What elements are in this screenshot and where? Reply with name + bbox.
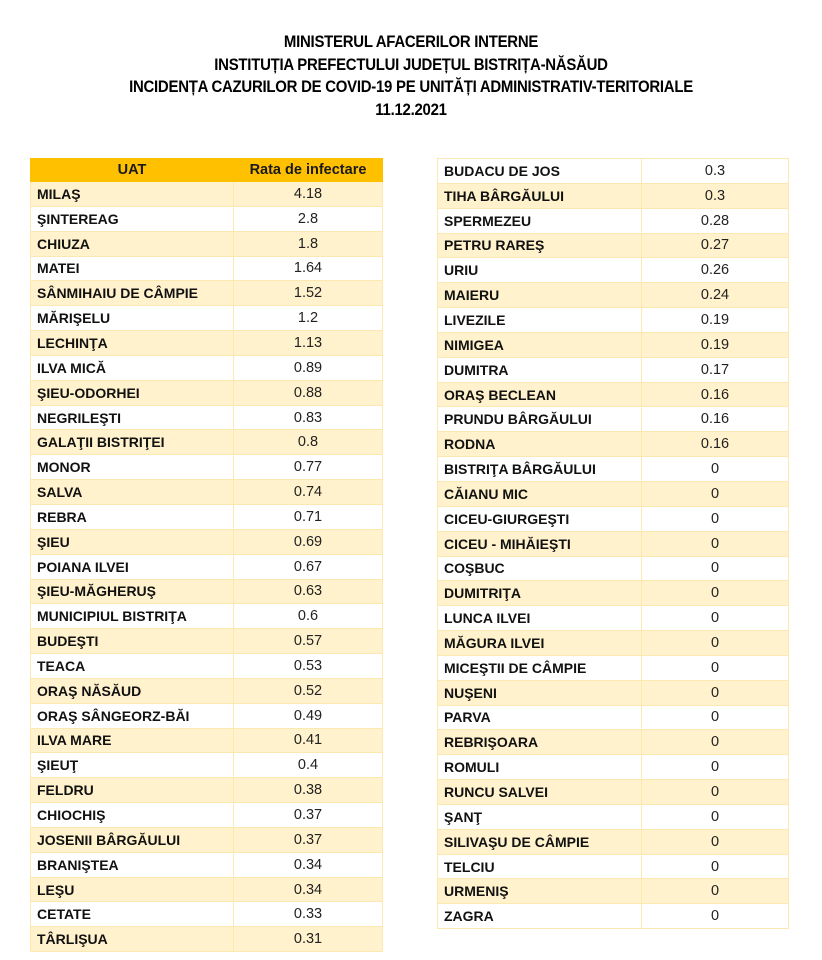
table-row: [31, 604, 383, 629]
infection-rate-cell: 0.16: [642, 407, 789, 432]
infection-rate-cell: 4.18: [234, 182, 383, 207]
table-row: [438, 755, 789, 780]
table-row: [31, 529, 383, 554]
infection-rate-cell: 0.8: [234, 430, 383, 455]
uat-name-cell: LUNCA ILVEI: [438, 606, 642, 631]
uat-name-cell: CICEU-GIURGEŞTI: [438, 506, 642, 531]
uat-name-cell: NEGRILEŞTI: [31, 405, 234, 430]
uat-name-cell: SILIVAŞU DE CÂMPIE: [438, 829, 642, 854]
table-row: [438, 531, 789, 556]
uat-name-cell: MONOR: [31, 455, 234, 480]
infection-rate-table-left: [30, 158, 383, 952]
uat-name-cell: SPERMEZEU: [438, 208, 642, 233]
column-header-uat: UAT: [31, 159, 234, 182]
infection-rate-cell: 0: [642, 481, 789, 506]
infection-rate-cell: 0.26: [642, 258, 789, 283]
table-row: [438, 581, 789, 606]
table-row: [31, 753, 383, 778]
uat-name-cell: SALVA: [31, 480, 234, 505]
uat-name-cell: FELDRU: [31, 778, 234, 803]
infection-rate-cell: 0.24: [642, 283, 789, 308]
infection-rate-cell: 0.19: [642, 332, 789, 357]
title-report: INCIDENȚA CAZURILOR DE COVID-19 PE UNITĂȚI ADMINISTRATIV-TERITORIALE: [129, 77, 693, 96]
uat-name-cell: ŞIEU-ODORHEI: [31, 380, 234, 405]
table-row: [438, 457, 789, 482]
table-row: [31, 182, 383, 207]
uat-name-cell: DUMITRIŢA: [438, 581, 642, 606]
infection-rate-cell: 0.83: [234, 405, 383, 430]
uat-name-cell: BUDEŞTI: [31, 629, 234, 654]
infection-rate-cell: 0.38: [234, 778, 383, 803]
uat-name-cell: MILAŞ: [31, 182, 234, 207]
table-row: [31, 380, 383, 405]
table-row: [31, 405, 383, 430]
infection-rate-cell: 0.63: [234, 579, 383, 604]
uat-name-cell: TÂRLIŞUA: [31, 927, 234, 952]
infection-rate-cell: 0.49: [234, 703, 383, 728]
table-row: [438, 854, 789, 879]
infection-rate-cell: 0: [642, 606, 789, 631]
table-row: [438, 680, 789, 705]
uat-name-cell: ŞIEUŢ: [31, 753, 234, 778]
uat-name-cell: REBRA: [31, 504, 234, 529]
table-row: [31, 206, 383, 231]
infection-rate-cell: 0: [642, 457, 789, 482]
table-row: [438, 655, 789, 680]
infection-rate-cell: 0.3: [642, 183, 789, 208]
infection-rate-cell: 0.57: [234, 629, 383, 654]
document-title: [49, 31, 772, 121]
uat-name-cell: COŞBUC: [438, 556, 642, 581]
table-row: [31, 579, 383, 604]
uat-name-cell: RUNCU SALVEI: [438, 780, 642, 805]
uat-name-cell: BUDACU DE JOS: [438, 159, 642, 184]
table-row: [438, 432, 789, 457]
infection-rate-table-right: [437, 158, 789, 929]
uat-name-cell: ROMULI: [438, 755, 642, 780]
infection-rate-cell: 0: [642, 854, 789, 879]
uat-name-cell: GALAŢII BISTRIŢEI: [31, 430, 234, 455]
table-row: [31, 306, 383, 331]
table-row: [31, 455, 383, 480]
title-institution: INSTITUȚIA PREFECTULUI JUDEȚUL BISTRIȚA-NĂSĂUD: [214, 54, 608, 74]
infection-rate-cell: 0.52: [234, 678, 383, 703]
table-row: [438, 556, 789, 581]
table-row: [31, 430, 383, 455]
table-row: [31, 877, 383, 902]
uat-name-cell: ILVA MICĂ: [31, 355, 234, 380]
infection-rate-cell: 0: [642, 680, 789, 705]
table-row: [438, 829, 789, 854]
uat-name-cell: ORAŞ NĂSĂUD: [31, 678, 234, 703]
table-row: [31, 654, 383, 679]
uat-name-cell: REBRIŞOARA: [438, 730, 642, 755]
table-row: [438, 705, 789, 730]
table-row: [438, 904, 789, 929]
uat-name-cell: CĂIANU MIC: [438, 481, 642, 506]
table-row: [31, 331, 383, 356]
uat-name-cell: LECHINŢA: [31, 331, 234, 356]
infection-rate-cell: 0: [642, 879, 789, 904]
table-row: [438, 308, 789, 333]
uat-name-cell: CETATE: [31, 902, 234, 927]
infection-rate-cell: 0.19: [642, 308, 789, 333]
infection-rate-cell: 0: [642, 829, 789, 854]
table-row: [438, 233, 789, 258]
table-body-right: [438, 159, 789, 929]
uat-name-cell: ŞANŢ: [438, 804, 642, 829]
infection-rate-cell: 0.16: [642, 382, 789, 407]
infection-rate-cell: 0.89: [234, 355, 383, 380]
infection-rate-cell: 0: [642, 705, 789, 730]
infection-rate-cell: 1.64: [234, 256, 383, 281]
uat-name-cell: TIHA BÂRGĂULUI: [438, 183, 642, 208]
infection-rate-cell: 0: [642, 755, 789, 780]
uat-name-cell: URIU: [438, 258, 642, 283]
infection-rate-cell: 0.17: [642, 357, 789, 382]
infection-rate-cell: 0: [642, 904, 789, 929]
table-row: [438, 631, 789, 656]
infection-rate-cell: 0.6: [234, 604, 383, 629]
infection-rate-cell: 0.16: [642, 432, 789, 457]
infection-rate-cell: 0.71: [234, 504, 383, 529]
table-row: [31, 480, 383, 505]
infection-rate-cell: 0.3: [642, 159, 789, 184]
infection-rate-cell: 0.88: [234, 380, 383, 405]
column-header-rate: Rata de infectare: [234, 159, 383, 182]
table-row: [31, 703, 383, 728]
table-row: [31, 231, 383, 256]
uat-name-cell: CICEU - MIHĂIEŞTI: [438, 531, 642, 556]
uat-name-cell: NUŞENI: [438, 680, 642, 705]
table-row: [438, 357, 789, 382]
uat-name-cell: CHIOCHIŞ: [31, 803, 234, 828]
uat-name-cell: RODNA: [438, 432, 642, 457]
title-date: 11.12.2021: [375, 99, 447, 119]
table-row: [31, 728, 383, 753]
table-row: [31, 902, 383, 927]
infection-rate-cell: 0.69: [234, 529, 383, 554]
table-row: [31, 778, 383, 803]
infection-rate-cell: 0.28: [642, 208, 789, 233]
uat-name-cell: PARVA: [438, 705, 642, 730]
uat-name-cell: MICEŞTII DE CÂMPIE: [438, 655, 642, 680]
infection-rate-cell: 0: [642, 655, 789, 680]
table-row: [31, 629, 383, 654]
infection-rate-cell: 0: [642, 506, 789, 531]
uat-name-cell: PETRU RAREŞ: [438, 233, 642, 258]
table-row: [438, 159, 789, 184]
uat-name-cell: POIANA ILVEI: [31, 554, 234, 579]
table-row: [438, 879, 789, 904]
infection-rate-cell: 0.33: [234, 902, 383, 927]
uat-name-cell: ŞIEU-MĂGHERUŞ: [31, 579, 234, 604]
table-row: [438, 804, 789, 829]
infection-rate-cell: 0: [642, 531, 789, 556]
uat-name-cell: ORAŞ SÂNGEORZ-BĂI: [31, 703, 234, 728]
table-row: [31, 554, 383, 579]
uat-name-cell: CHIUZA: [31, 231, 234, 256]
infection-rate-cell: 0.4: [234, 753, 383, 778]
table-row: [438, 780, 789, 805]
table-row: [438, 283, 789, 308]
infection-rate-cell: 0: [642, 556, 789, 581]
table-row: [31, 827, 383, 852]
table-row: [31, 803, 383, 828]
uat-name-cell: MĂGURA ILVEI: [438, 631, 642, 656]
uat-name-cell: BRANIŞTEA: [31, 852, 234, 877]
uat-name-cell: ORAŞ BECLEAN: [438, 382, 642, 407]
infection-rate-cell: 0: [642, 730, 789, 755]
infection-rate-cell: 0: [642, 631, 789, 656]
infection-rate-cell: 0: [642, 581, 789, 606]
table-row: [31, 355, 383, 380]
infection-rate-cell: 1.8: [234, 231, 383, 256]
infection-rate-cell: 0.37: [234, 827, 383, 852]
uat-name-cell: JOSENII BÂRGĂULUI: [31, 827, 234, 852]
table-row: [438, 407, 789, 432]
uat-name-cell: NIMIGEA: [438, 332, 642, 357]
uat-name-cell: MUNICIPIUL BISTRIŢA: [31, 604, 234, 629]
uat-name-cell: ŞIEU: [31, 529, 234, 554]
uat-name-cell: ŞINTEREAG: [31, 206, 234, 231]
table-row: [31, 927, 383, 952]
uat-name-cell: MĂRIŞELU: [31, 306, 234, 331]
uat-name-cell: DUMITRA: [438, 357, 642, 382]
table-row: [438, 606, 789, 631]
infection-rate-cell: 0.27: [642, 233, 789, 258]
infection-rate-cell: 0.74: [234, 480, 383, 505]
uat-name-cell: BISTRIŢA BÂRGĂULUI: [438, 457, 642, 482]
uat-name-cell: MATEI: [31, 256, 234, 281]
table-row: [438, 382, 789, 407]
table-row: [31, 504, 383, 529]
infection-rate-cell: 0.41: [234, 728, 383, 753]
uat-name-cell: TEACA: [31, 654, 234, 679]
uat-name-cell: LIVEZILE: [438, 308, 642, 333]
table-row: [31, 281, 383, 306]
infection-rate-cell: 0.53: [234, 654, 383, 679]
table-row: [31, 678, 383, 703]
infection-rate-cell: 0: [642, 780, 789, 805]
title-ministry: MINISTERUL AFACERILOR INTERNE: [283, 32, 539, 51]
uat-name-cell: ILVA MARE: [31, 728, 234, 753]
uat-name-cell: TELCIU: [438, 854, 642, 879]
table-row: [438, 506, 789, 531]
infection-rate-cell: 2.8: [234, 206, 383, 231]
uat-name-cell: URMENIŞ: [438, 879, 642, 904]
uat-name-cell: MAIERU: [438, 283, 642, 308]
uat-name-cell: ZAGRA: [438, 904, 642, 929]
table-header-row: [31, 159, 383, 182]
table-row: [438, 332, 789, 357]
table-body-left: [31, 182, 383, 952]
table-row: [31, 256, 383, 281]
table-row: [438, 208, 789, 233]
uat-name-cell: PRUNDU BÂRGĂULUI: [438, 407, 642, 432]
infection-rate-cell: 1.13: [234, 331, 383, 356]
uat-name-cell: SÂNMIHAIU DE CÂMPIE: [31, 281, 234, 306]
table-row: [438, 183, 789, 208]
infection-rate-cell: 1.2: [234, 306, 383, 331]
infection-rate-cell: 0: [642, 804, 789, 829]
infection-rate-cell: 0.67: [234, 554, 383, 579]
table-row: [438, 730, 789, 755]
table-row: [438, 481, 789, 506]
infection-rate-cell: 0.77: [234, 455, 383, 480]
uat-name-cell: LEŞU: [31, 877, 234, 902]
infection-rate-cell: 0.34: [234, 877, 383, 902]
table-row: [31, 852, 383, 877]
infection-rate-cell: 0.31: [234, 927, 383, 952]
infection-rate-cell: 0.37: [234, 803, 383, 828]
table-row: [438, 258, 789, 283]
infection-rate-cell: 1.52: [234, 281, 383, 306]
infection-rate-cell: 0.34: [234, 852, 383, 877]
